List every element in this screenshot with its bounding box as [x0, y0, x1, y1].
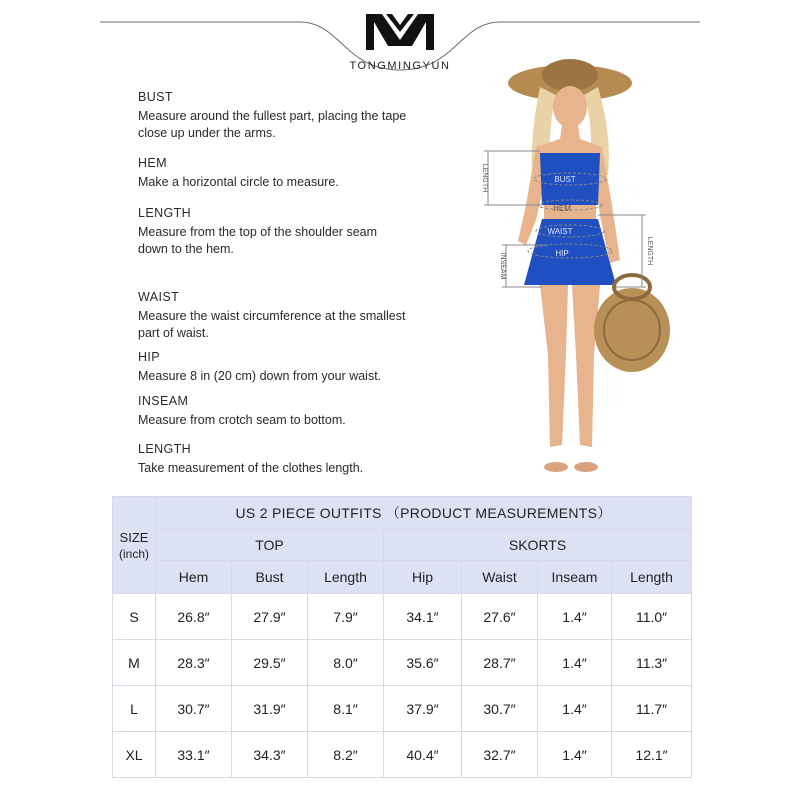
instruction-heading: WAIST	[138, 290, 180, 304]
size-header	[113, 497, 156, 594]
legs	[540, 285, 600, 447]
instruction-heading: LENGTH	[138, 206, 192, 220]
instruction-inseam	[138, 393, 408, 429]
value-cell: 30.7″	[462, 686, 538, 732]
value-cell: 28.3″	[156, 640, 232, 686]
label-hip: HIP	[555, 249, 569, 258]
value-cell: 11.0″	[612, 594, 692, 640]
label-length-right: LENGTH	[646, 236, 653, 266]
value-cell: 29.5″	[232, 640, 308, 686]
value-cell: 37.9″	[384, 686, 462, 732]
instruction-text: Make a horizontal circle to measure.	[138, 175, 339, 189]
size-chart-table	[112, 496, 692, 778]
instruction-waist	[138, 289, 408, 342]
instruction-hem	[138, 155, 408, 191]
label-length-left: LENGTH	[481, 163, 488, 193]
brand-name: TONGMINGYUN	[349, 60, 451, 72]
value-cell: 28.7″	[462, 640, 538, 686]
instruction-length-skort	[138, 441, 408, 477]
column-header: Waist	[462, 561, 538, 594]
value-cell: 8.1″	[308, 686, 384, 732]
model-figure	[470, 55, 700, 485]
column-header: Hip	[384, 561, 462, 594]
size-unit: (inch)	[118, 546, 149, 561]
value-cell: 40.4″	[384, 732, 462, 778]
label-bust: BUST	[554, 175, 576, 184]
value-cell: 1.4″	[538, 594, 612, 640]
instruction-text: Measure from the top of the shoulder seam down to the hem.	[138, 225, 378, 256]
head	[553, 86, 587, 128]
value-cell: 12.1″	[612, 732, 692, 778]
value-cell: 34.1″	[384, 594, 462, 640]
instruction-heading: LENGTH	[138, 442, 192, 456]
table-row	[113, 686, 692, 732]
value-cell: 1.4″	[538, 732, 612, 778]
instruction-text: Measure 8 in (20 cm) down from your waist.	[138, 369, 382, 383]
value-cell: 30.7″	[156, 686, 232, 732]
instruction-heading: INSEAM	[138, 394, 189, 408]
table-row	[113, 640, 692, 686]
column-header: Hem	[156, 561, 232, 594]
label-inseam: INSEAM	[499, 252, 506, 280]
value-cell: 11.3″	[612, 640, 692, 686]
label-hem: HEM	[553, 204, 571, 213]
group-skorts: SKORTS	[384, 530, 692, 561]
instruction-heading: BUST	[138, 90, 173, 104]
value-cell: 26.8″	[156, 594, 232, 640]
label-waist: WAIST	[547, 227, 573, 236]
instruction-text: Measure the waist circumference at the smallest part of waist.	[138, 309, 406, 340]
value-cell: 11.7″	[612, 686, 692, 732]
size-cell: XL	[113, 732, 156, 778]
table-row	[113, 594, 692, 640]
value-cell: 33.1″	[156, 732, 232, 778]
value-cell: 31.9″	[232, 686, 308, 732]
instruction-text: Take measurement of the clothes length.	[138, 461, 364, 475]
instruction-text: Measure around the fullest part, placing the tape close up under the arms.	[138, 109, 407, 140]
size-cell: S	[113, 594, 156, 640]
size-cell: M	[113, 640, 156, 686]
instruction-length-top	[138, 205, 408, 258]
column-header: Bust	[232, 561, 308, 594]
size-label: SIZE	[119, 529, 149, 545]
table-title: US 2 PIECE OUTFITS （PRODUCT MEASUREMENTS）	[156, 497, 692, 530]
column-header: Length	[308, 561, 384, 594]
value-cell: 1.4″	[538, 640, 612, 686]
value-cell: 7.9″	[308, 594, 384, 640]
value-cell: 27.6″	[462, 594, 538, 640]
instruction-heading: HEM	[138, 156, 167, 170]
group-top: TOP	[156, 530, 384, 561]
column-header: Inseam	[538, 561, 612, 594]
brand-logo	[362, 10, 438, 52]
value-cell: 32.7″	[462, 732, 538, 778]
instruction-hip	[138, 349, 408, 385]
value-cell: 35.6″	[384, 640, 462, 686]
instruction-bust	[138, 89, 408, 142]
value-cell: 1.4″	[538, 686, 612, 732]
size-cell: L	[113, 686, 156, 732]
column-header: Length	[612, 561, 692, 594]
value-cell: 34.3″	[232, 732, 308, 778]
instruction-text: Measure from crotch seam to bottom.	[138, 413, 346, 427]
value-cell: 8.0″	[308, 640, 384, 686]
table-row	[113, 732, 692, 778]
value-cell: 27.9″	[232, 594, 308, 640]
value-cell: 8.2″	[308, 732, 384, 778]
instruction-heading: HIP	[138, 350, 161, 364]
